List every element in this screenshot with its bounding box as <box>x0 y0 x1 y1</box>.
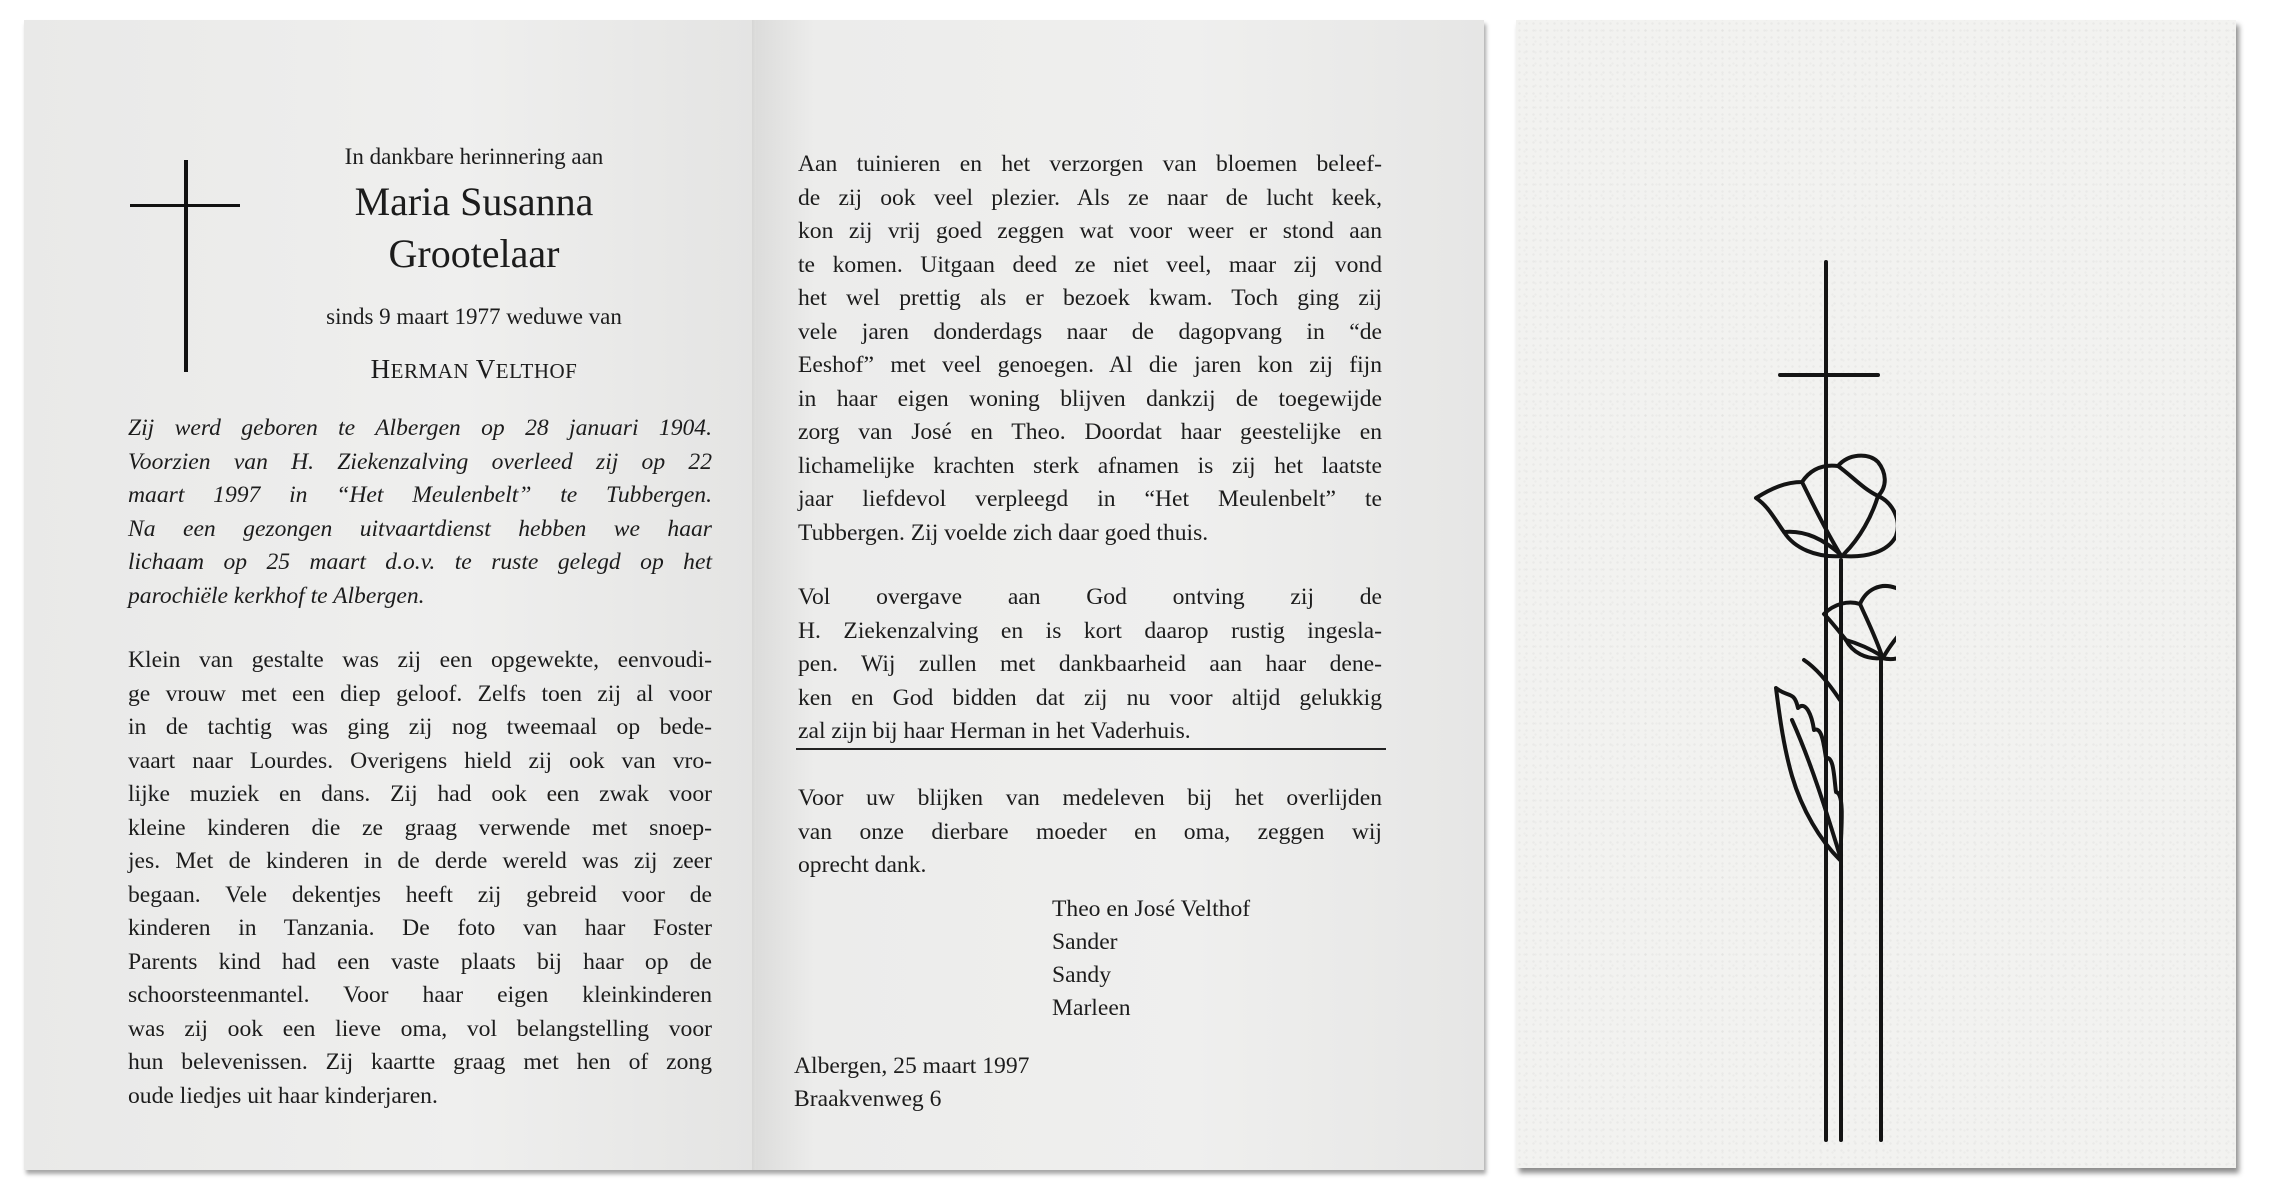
biography-paragraph <box>128 644 712 1113</box>
poppy-upper-vein <box>1844 496 1878 554</box>
text-line: parochiële kerkhof te Albergen. <box>128 582 425 609</box>
text-line: maart 1997 in “Het Meulenbelt” te Tubbergen. <box>128 482 712 508</box>
text-line: ge vrouw met een diep geloof. Zelfs toen zij al voor <box>128 680 712 707</box>
text-line: zorg van José en Theo. Doordat haar geestelijke en <box>798 419 1382 445</box>
widow-line: sinds 9 maart 1977 weduwe van <box>326 304 622 329</box>
text-line: Eeshof” met veel genoegen. Al die jaren kon zij fijn <box>798 352 1382 378</box>
divider <box>796 748 1386 750</box>
poppy-lower-vein <box>1884 624 1896 656</box>
signer-name: Sander <box>1052 929 1118 955</box>
husband-first-initial: H <box>370 354 391 384</box>
text-line: het wel prettig als er bezoek kwam. Toch ging zij <box>798 285 1382 311</box>
text-line: ken en God bidden dat zij nu voor altijd gelukkig <box>798 684 1382 711</box>
text-line: zal zijn bij haar Herman in het Vaderhuis. <box>798 718 1191 744</box>
cross-icon <box>130 140 240 360</box>
signers-list <box>1052 893 1250 1025</box>
cross-with-poppies-icon <box>1616 220 1896 1150</box>
open-memorial-card <box>24 20 1484 1170</box>
text-line: kinderen in Tanzania. De foto van haar Foster <box>128 915 712 941</box>
text-line: H. Ziekenzalving en is kort daarop rustig ingesla- <box>798 617 1382 644</box>
text-line: schoorsteenmantel. Voor haar eigen kleinkinderen <box>128 982 712 1008</box>
text-line: de zij ook veel plezier. Als ze naar de lucht keek, <box>798 184 1382 211</box>
text-line: begaan. Vele dekentjes heeft zij gebreid voor de <box>128 881 712 908</box>
text-line: van onze dierbare moeder en oma, zeggen wij <box>798 818 1382 845</box>
inner-left-page <box>24 20 756 1170</box>
poppy-upper-vein <box>1802 482 1840 554</box>
deceased-given-names: Maria Susanna <box>354 179 594 224</box>
thanks-paragraph <box>798 782 1382 883</box>
text-line: lichaam op 25 maart d.o.v. te ruste gelegd op het <box>128 549 712 575</box>
text-line: hun belevenissen. Zij kaartte graag met hen of zong <box>128 1049 712 1075</box>
cross-vertical-bar <box>184 160 188 372</box>
text-line: Voorzien van H. Ziekenzalving overleed zij op 22 <box>128 448 712 475</box>
text-line: lichamelijke krachten sterk afnamen is zij het laatste <box>798 452 1382 479</box>
text-line: kon zij vrij goed zeggen wat voor weer er stond aan <box>798 218 1382 244</box>
inner-right-page <box>756 20 1484 1170</box>
text-line: jes. Met de kinderen in de derde wereld was zij zeer <box>128 848 712 874</box>
text-line: Vol overgave aan God ontving zij de <box>798 584 1382 610</box>
cross-horizontal-bar <box>130 204 240 207</box>
text-line: Voor uw blijken van medeleven bij het overlijden <box>798 785 1382 811</box>
signer-name: Sandy <box>1052 962 1111 988</box>
leaf-vein <box>1792 720 1840 856</box>
husband-last-rest: ELTHOF <box>495 359 578 383</box>
biography-italic <box>128 412 712 613</box>
address: Braakvenweg 6 <box>794 1086 942 1112</box>
front-card <box>1516 20 2236 1168</box>
text-line: in haar eigen woning blijven dankzij de toegewijde <box>798 385 1382 412</box>
husband-first-rest: ERMAN <box>390 359 469 383</box>
intro-line: In dankbare herinnering aan <box>344 144 604 169</box>
text-line: was zij ook een lieve oma, vol belangstelling voor <box>128 1015 712 1042</box>
poppy-upper-vein <box>1838 466 1878 496</box>
place-date: Albergen, 25 maart 1997 <box>794 1053 1030 1079</box>
text-line: Tubbergen. Zij voelde zich daar goed thuis. <box>798 519 1209 546</box>
husband-last-initial: V <box>475 354 496 384</box>
text-line: pen. Wij zullen met dankbaarheid aan haar dene- <box>798 651 1382 677</box>
text-line: Na een gezongen uitvaartdienst hebben we haar <box>128 515 712 542</box>
text-line: vaart naar Lourdes. Overigens hield zij ook van vro- <box>128 747 712 774</box>
signer-name: Theo en José Velthof <box>1052 896 1251 922</box>
leaf-tip <box>1804 660 1840 700</box>
text-line: oprecht dank. <box>798 852 927 878</box>
text-line: Zij werd geboren te Albergen op 28 januari 1904. <box>128 415 712 441</box>
hobbies-paragraph <box>798 148 1382 550</box>
text-line: lijke muziek en dans. Zij had ook een zwak voor <box>128 781 712 807</box>
text-line: vele jaren donderdags naar de dagopvang in “de <box>798 318 1382 345</box>
deceased-surname: Grootelaar <box>388 231 560 276</box>
text-line: oude liedjes uit haar kinderjaren. <box>128 1082 438 1109</box>
text-line: in de tachtig was ging zij nog tweemaal op bede- <box>128 714 712 740</box>
place-date-block <box>794 1050 1029 1116</box>
signer-name: Marleen <box>1052 995 1131 1021</box>
poppy-lower-outline <box>1824 586 1896 659</box>
text-line: Parents kind had een vaste plaats bij haar op de <box>128 948 712 975</box>
text-line: Klein van gestalte was zij een opgewekte, eenvoudi- <box>128 647 712 673</box>
text-line: jaar liefdevol verpleegd in “Het Meulenbelt” te <box>798 486 1382 512</box>
faith-paragraph <box>798 581 1382 749</box>
text-line: kleine kinderen die ze graag verwende met snoep- <box>128 814 712 841</box>
husband-name <box>264 354 684 385</box>
text-line: Aan tuinieren en het verzorgen van bloemen beleef- <box>798 151 1382 177</box>
text-line: te komen. Uitgaan deed ze niet veel, maar zij vond <box>798 251 1382 278</box>
